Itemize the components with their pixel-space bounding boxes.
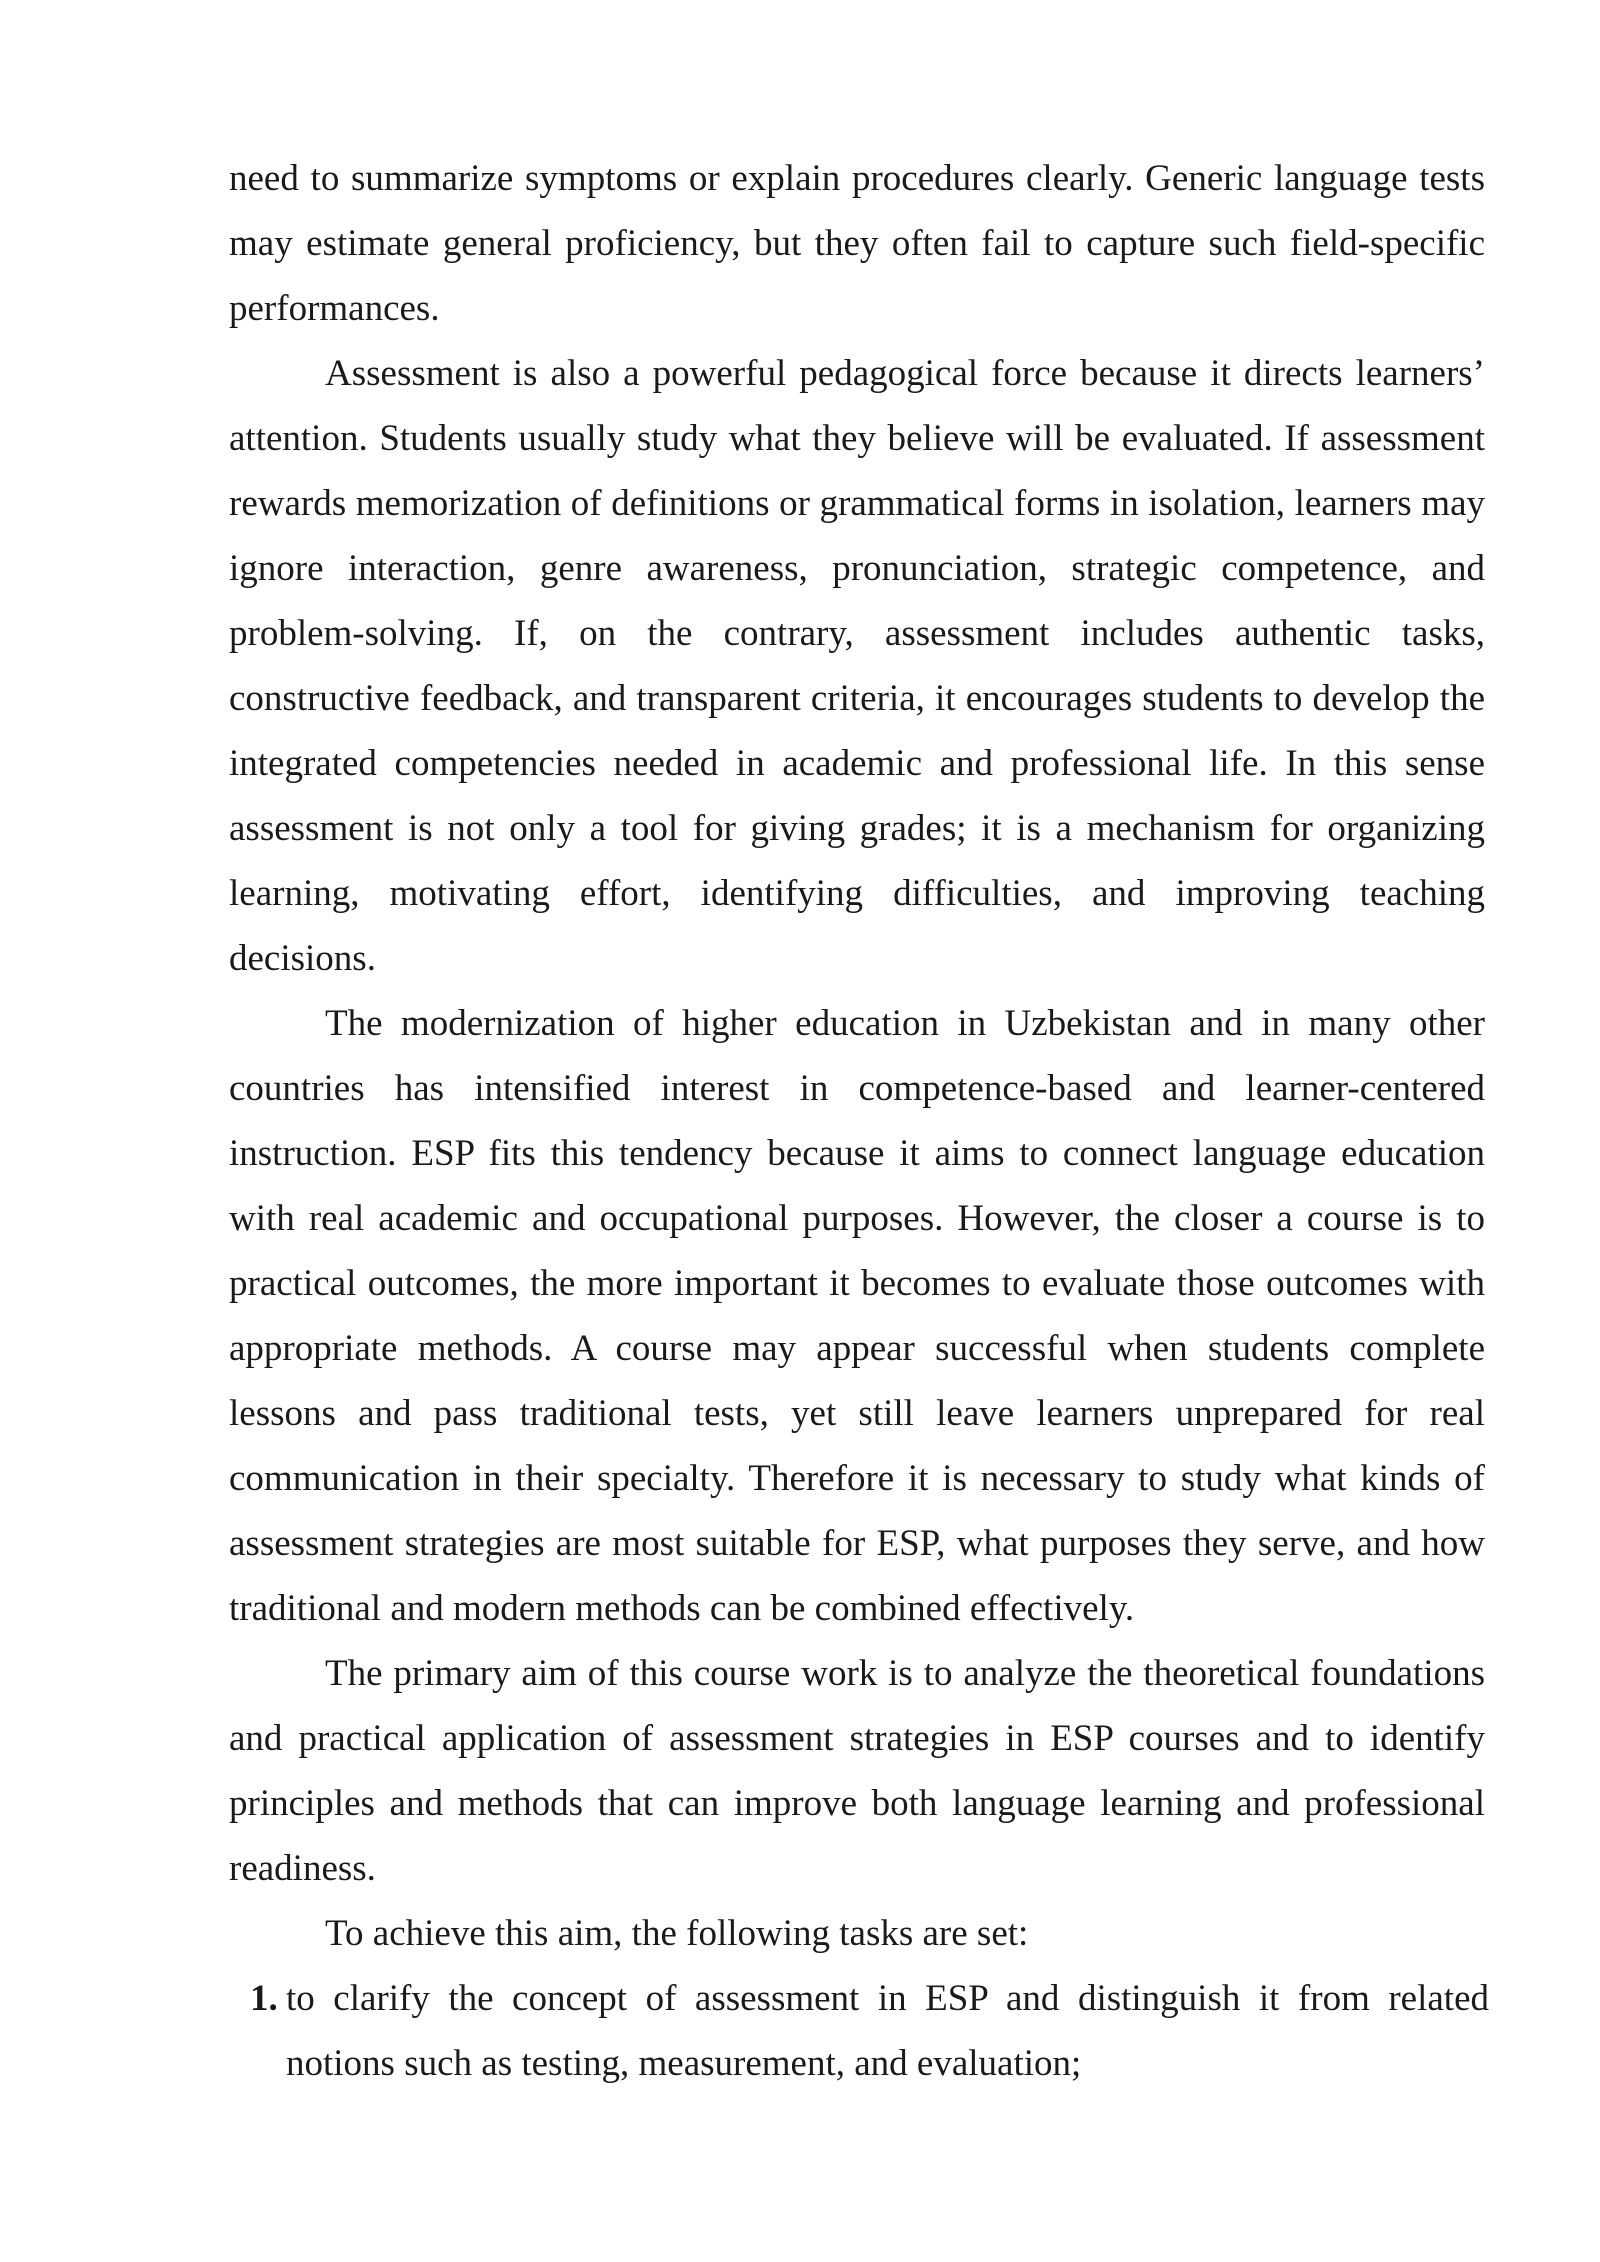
paragraph-primary-aim: The primary aim of this course work is to analyze the theoretical foundations and practical application of assessment strategies in ESP courses and to identify principles and methods that can improve both language learning and professional readiness. — [229, 1653, 1485, 1889]
list-item — [229, 1966, 1489, 2096]
paragraph-tasks-intro: To achieve this aim, the following tasks are set: — [325, 1913, 1029, 1954]
document-page — [229, 146, 1489, 2096]
list-item-text: to clarify the concept of assessment in ESP and distinguish it from related notions such as testing, measurement, and evaluation; — [286, 1978, 1489, 2084]
paragraph-modernization: The modernization of higher education in Uzbekistan and in many other countries has intensified interest in competence-based and learner-centered instruction. ESP fits this tendency because it aims to connect language education with real academic and occupational purposes. However, the closer a course is to practical outcomes, the more important it becomes to evaluate those outcomes with appropriate methods. A course may appear successful when students complete lessons and pass traditional tests, yet still leave learners unprepared for real communication in their specialty. Therefore it is necessary to study what kinds of assessment strategies are most suitable for ESP, what purposes they serve, and how traditional and modern methods can be combined effectively. — [229, 1003, 1485, 1629]
tasks-list — [229, 1966, 1489, 2096]
paragraph-continued: need to summarize symptoms or explain procedures clearly. Generic language tests may estimate general proficiency, but they often fail to capture such field-specific performances. — [229, 158, 1485, 329]
paragraph-assessment-pedagogical-force: Assessment is also a powerful pedagogical force because it directs learners’ attention. Students usually study what they believe will be evaluated. If assessment rewards memorization of definitions or grammatical forms in isolation, learners may ignore interaction, genre awareness, pronunciation, strategic competence, and problem-solving. If, on the contrary, assessment includes authentic tasks, constructive feedback, and transparent criteria, it encourages students to develop the integrated competencies needed in academic and professional life. In this sense assessment is not only a tool for giving grades; it is a mechanism for organizing learning, motivating effort, identifying difficulties, and improving teaching decisions. — [229, 353, 1485, 979]
list-item-number: 1. — [250, 1978, 278, 2019]
